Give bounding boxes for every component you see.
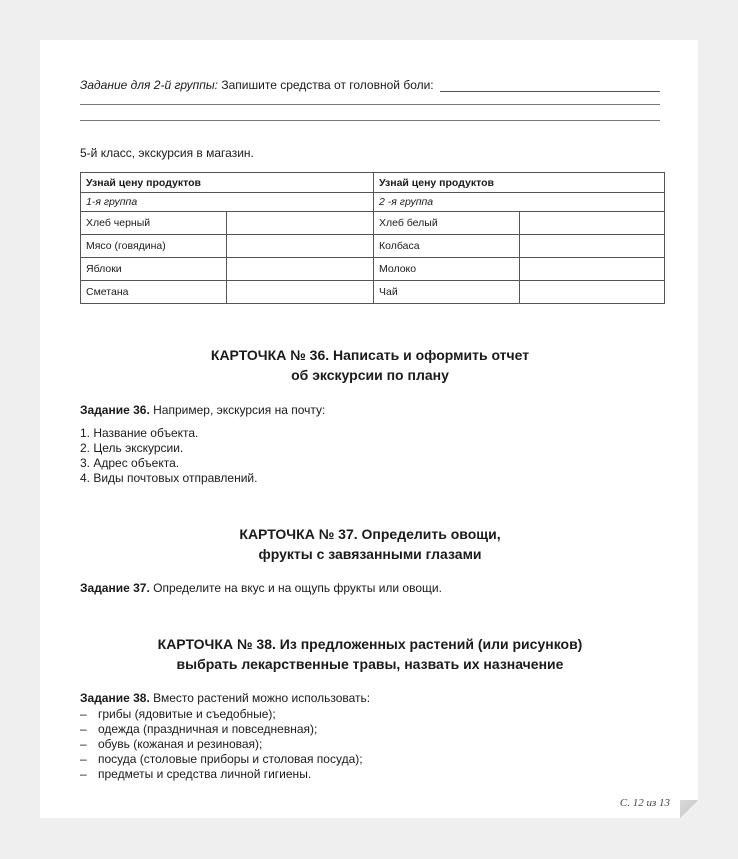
class-excursion-line: 5-й класс, экскурсия в магазин. (80, 146, 254, 160)
group2-task-label: Задание для 2-й группы: (80, 78, 219, 92)
price-cell (227, 258, 374, 281)
list-item-text: обувь (кожаная и резиновая); (98, 737, 263, 751)
card37-task (80, 581, 442, 596)
product-cell: Яблоки (81, 258, 227, 281)
table-row (81, 235, 665, 258)
card37-title-line1: КАРТОЧКА № 37. Определить овощи, (239, 526, 501, 542)
list-item (80, 722, 363, 737)
card38-list (80, 707, 363, 782)
list-item-text: предметы и средства личной гигиены. (98, 767, 312, 781)
product-cell: Хлеб белый (374, 212, 520, 235)
list-item-text: одежда (праздничная и повседневная); (98, 722, 318, 736)
answer-line (80, 104, 660, 105)
price-cell (520, 235, 665, 258)
group-left-label: 1-я группа (81, 193, 374, 212)
dash-marker: – (80, 722, 87, 736)
list-item (80, 767, 363, 782)
price-cell (227, 212, 374, 235)
group-right-label: 2 -я группа (374, 193, 665, 212)
card38-title-line2: выбрать лекарственные травы, назвать их назначение (176, 656, 564, 672)
list-item (80, 707, 363, 722)
list-item: 1. Название объекта. (80, 426, 199, 440)
price-cell (520, 212, 665, 235)
product-cell: Чай (374, 281, 520, 304)
table-header-row (81, 173, 665, 193)
card36-title (80, 345, 660, 385)
answer-line (440, 79, 660, 92)
page-number: С. 12 из 13 (619, 797, 670, 809)
page-corner-fold (680, 800, 698, 818)
card37-task-label: Задание 37. (80, 581, 150, 595)
product-cell: Колбаса (374, 235, 520, 258)
list-item: 3. Адрес объекта. (80, 456, 180, 470)
group2-task (80, 78, 660, 92)
card36-title-line2: об экскурсии по плану (291, 367, 449, 383)
dash-marker: – (80, 752, 87, 766)
card37-title (80, 524, 660, 564)
card38-title-line1: КАРТОЧКА № 38. Из предложенных растений (или рисунков) (157, 636, 583, 652)
dash-marker: – (80, 737, 87, 751)
card36-task-text: Например, экскурсия на почту: (153, 403, 326, 417)
product-cell: Молоко (374, 258, 520, 281)
list-item (80, 752, 363, 767)
card37-task-text: Определите на вкус и на ощупь фрукты или овощи. (153, 581, 442, 595)
price-cell (227, 235, 374, 258)
table-header-right: Узнай цену продуктов (374, 173, 665, 193)
price-cell (227, 281, 374, 304)
card38-task-text: Вместо растений можно использовать: (153, 691, 371, 705)
table-row (81, 258, 665, 281)
price-cell (520, 258, 665, 281)
product-cell: Мясо (говядина) (81, 235, 227, 258)
table-row (81, 281, 665, 304)
card36-task (80, 403, 325, 418)
card38-task-label: Задание 38. (80, 691, 150, 705)
price-table (80, 172, 665, 304)
product-cell: Хлеб черный (81, 212, 227, 235)
card36-title-line1: КАРТОЧКА № 36. Написать и оформить отчет (210, 347, 530, 363)
card38-title (80, 634, 660, 674)
list-item-text: грибы (ядовитые и съедобные); (98, 707, 276, 721)
card37-title-line2: фрукты с завязанными глазами (258, 546, 482, 562)
group2-task-text: Запишите средства от головной боли: (221, 78, 434, 92)
card36-list (80, 426, 257, 486)
card38-task (80, 691, 370, 706)
dash-marker: – (80, 767, 87, 781)
product-cell: Сметана (81, 281, 227, 304)
card36-task-label: Задание 36. (80, 403, 150, 417)
list-item: 4. Виды почтовых отправлений. (80, 471, 258, 485)
answer-line (80, 120, 660, 121)
dash-marker: – (80, 707, 87, 721)
document-page (40, 40, 698, 818)
price-cell (520, 281, 665, 304)
list-item (80, 737, 363, 752)
table-group-row (81, 193, 665, 212)
list-item-text: посуда (столовые приборы и столовая посуда); (98, 752, 363, 766)
table-row (81, 212, 665, 235)
table-header-left: Узнай цену продуктов (81, 173, 374, 193)
list-item: 2. Цель экскурсии. (80, 441, 184, 455)
